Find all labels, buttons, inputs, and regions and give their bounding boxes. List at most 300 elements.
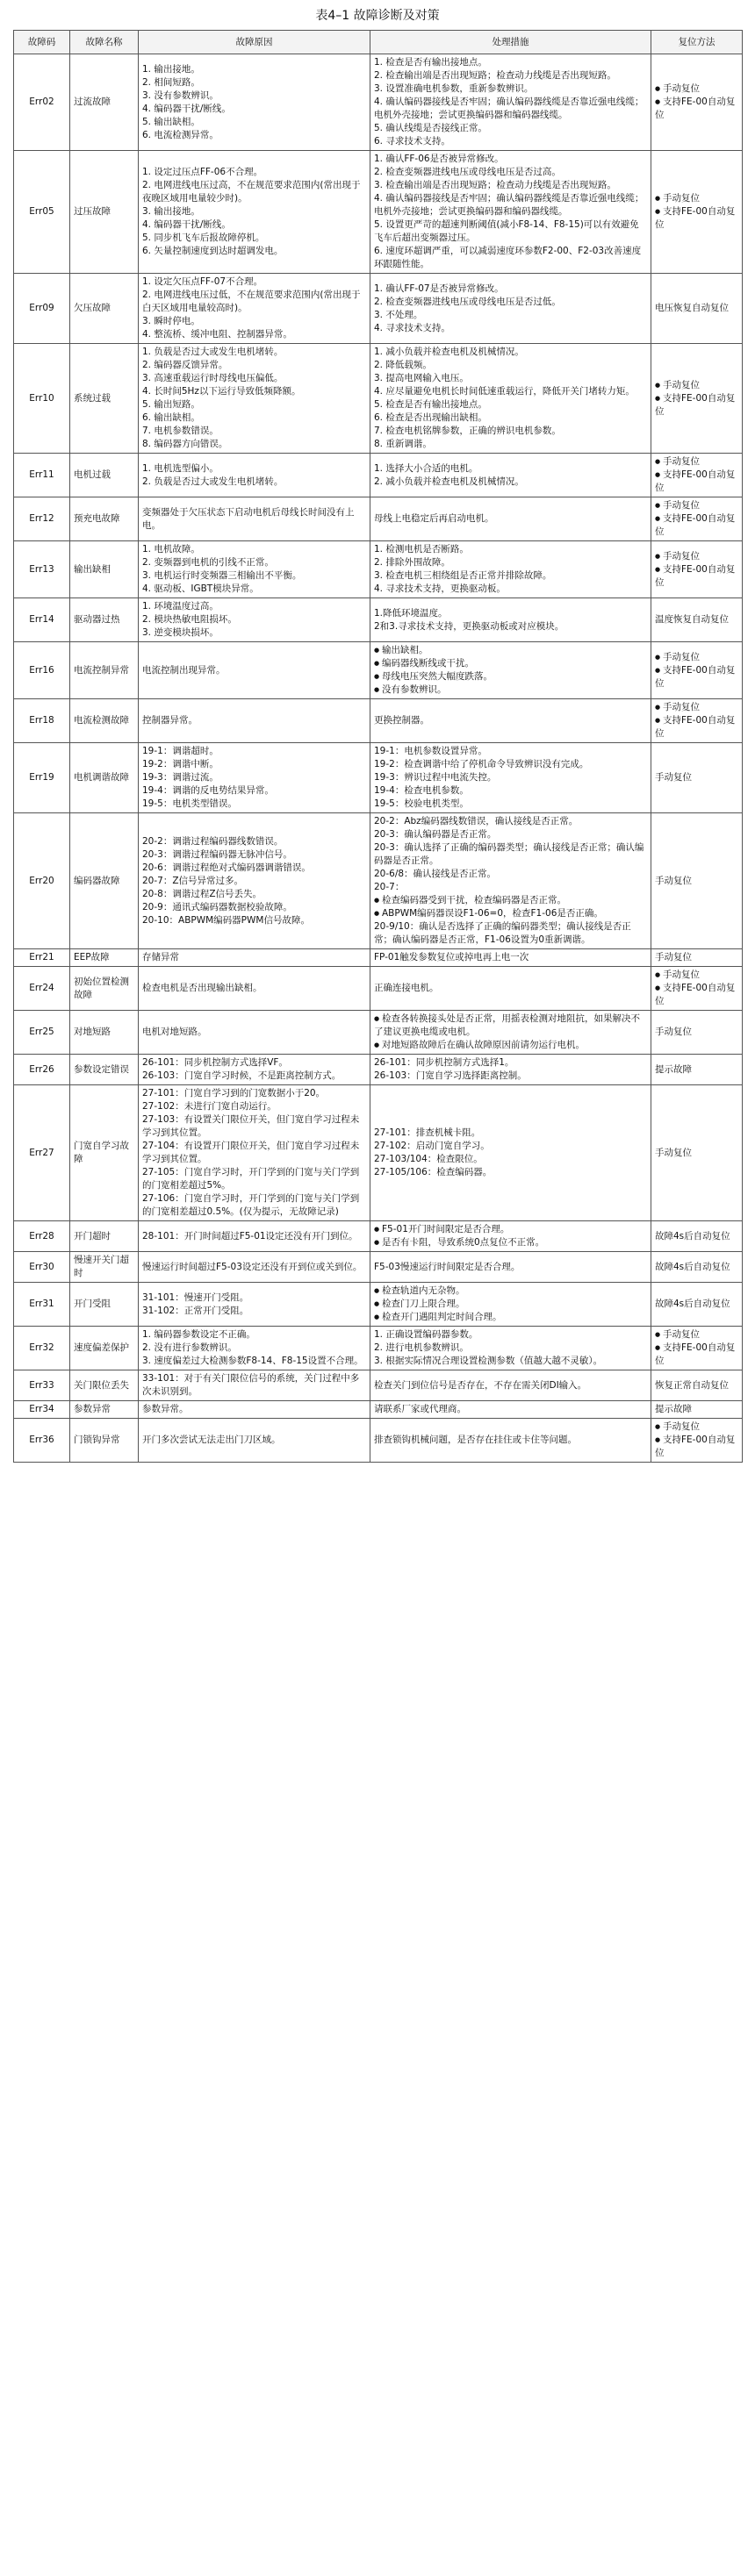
measure-line: 1. 检查是否有输出接地点。 <box>374 57 487 68</box>
cause-line: 20-10：ABPWM编码器PWM信号故障。 <box>142 914 310 926</box>
reset-method-cell <box>651 1011 743 1055</box>
fault-code-cell: Err30 <box>14 1252 70 1283</box>
measure-line: 5. 确认线缆是否接线正常。 <box>374 123 487 133</box>
measure-line: 5. 检查是否有输出接地点。 <box>374 399 487 410</box>
cause-line: 4. 编码器干扰/断线。 <box>142 219 231 230</box>
measure-line: FP-01触发参数复位或掉电再上电一次 <box>374 952 529 962</box>
fault-name-cell: 预充电故障 <box>70 497 139 541</box>
reset-line: 手动复位 <box>655 1027 692 1037</box>
table-row <box>14 1252 743 1283</box>
reset-method-cell <box>651 1055 743 1085</box>
cause-line: 6. 电流检测异常。 <box>142 129 219 140</box>
measure-line: 6. 速度环超调严重，可以减弱速度环参数F2-00、F2-03改善速度环跟随性能。 <box>374 246 642 269</box>
measure-cell <box>370 274 651 344</box>
reset-method-cell <box>651 949 743 967</box>
cause-line: 1. 编码器参数设定不正确。 <box>142 1329 255 1340</box>
measure-line: 请联系厂家或代理商。 <box>374 1404 466 1414</box>
measure-line: 1. 确认FF-07是否被异常修改。 <box>374 283 504 294</box>
fault-code-cell: Err19 <box>14 743 70 813</box>
measure-line: 3. 提高电网输入电压。 <box>374 373 469 383</box>
fault-code-cell: Err14 <box>14 598 70 642</box>
measure-line: 19-2：检查调谐中给了停机命令导致辨识没有完成。 <box>374 759 589 769</box>
measure-line: 27-105/106：检查编码器。 <box>374 1167 493 1177</box>
measure-line: 4. 寻求技术支持，更换驱动板。 <box>374 583 506 594</box>
fault-code-cell: Err32 <box>14 1327 70 1370</box>
measure-line: ● 检查开门遇阻判定时间合理。 <box>374 1311 647 1324</box>
reset-method-cell <box>651 151 743 274</box>
reset-line: ● 手动复位 <box>655 550 738 563</box>
fault-code-cell: Err34 <box>14 1401 70 1419</box>
reset-line: ● 手动复位 <box>655 499 738 512</box>
cause-line: 1. 电机故障。 <box>142 544 200 555</box>
fault-cause-cell <box>139 1055 370 1085</box>
cause-line: 20-3：调谐过程编码器无脉冲信号。 <box>142 848 292 860</box>
cause-line: 5. 同步机飞车后报故障停机。 <box>142 233 265 243</box>
measure-cell <box>370 949 651 967</box>
measure-line: 1. 确认FF-06是否被异常修改。 <box>374 154 504 164</box>
cause-line: 20-9：通讯式编码器数据校验故障。 <box>142 901 292 912</box>
measure-line: 2. 排除外围故障。 <box>374 557 450 568</box>
measure-line: 26-103：门宽自学习选择距离控制。 <box>374 1070 527 1081</box>
measure-line: 19-1：电机参数设置异常。 <box>374 746 487 756</box>
measure-cell <box>370 813 651 949</box>
fault-cause-cell <box>139 743 370 813</box>
cause-line: 变频器处于欠压状态下启动电机后母线长时间没有上电。 <box>142 506 355 531</box>
measure-line: ● 没有参数辨识。 <box>374 683 647 697</box>
cause-line: 6. 输出缺相。 <box>142 412 200 423</box>
reset-method-cell <box>651 1370 743 1401</box>
cause-line: 19-2：调谐中断。 <box>142 759 219 769</box>
cause-line: 1. 输出接地。 <box>142 63 200 75</box>
table-row <box>14 813 743 949</box>
cause-line: 26-103：门宽自学习时候，不是距离控制方式。 <box>142 1070 342 1081</box>
fault-name-cell: 驱动器过热 <box>70 598 139 642</box>
cause-line: 3. 输出接地。 <box>142 206 200 217</box>
cause-line: 2. 编码器反馈异常。 <box>142 360 228 370</box>
reset-line: 手动复位 <box>655 1147 692 1158</box>
cause-line: 电机对地短路。 <box>142 1027 207 1037</box>
table-row <box>14 743 743 813</box>
table-row <box>14 541 743 598</box>
measure-line: 1. 减小负载并检查电机及机械情况。 <box>374 347 524 357</box>
fault-name-cell: 开门受阻 <box>70 1283 139 1327</box>
fault-cause-cell <box>139 1370 370 1401</box>
measure-line: 3. 不处理。 <box>374 309 423 320</box>
cause-line: 1. 负载是否过大或发生电机堵转。 <box>142 347 284 357</box>
measure-line: 1. 选择大小合适的电机。 <box>374 462 478 474</box>
cause-line: 2. 没有进行参数辨识。 <box>142 1342 237 1353</box>
cause-line: 4. 驱动板、IGBT模块异常。 <box>142 583 259 594</box>
measure-cell <box>370 151 651 274</box>
table-row <box>14 1055 743 1085</box>
table-row <box>14 642 743 699</box>
fault-diagnosis-table <box>13 30 743 1463</box>
cause-line: 参数异常。 <box>142 1404 189 1414</box>
reset-method-cell <box>651 813 743 949</box>
fault-cause-cell <box>139 274 370 344</box>
measure-line: 20-7： <box>374 882 405 892</box>
fault-cause-cell <box>139 1085 370 1221</box>
table-row <box>14 1283 743 1327</box>
reset-method-cell <box>651 1221 743 1252</box>
measure-line: 3. 设置准确电机参数，重新参数辨识。 <box>374 83 534 94</box>
reset-line: 温度恢复自动复位 <box>655 614 729 625</box>
fault-name-cell: 编码器故障 <box>70 813 139 949</box>
measure-line: 20-9/10：确认是否选择了正确的编码器类型；确认接线是否正常；确认编码器是否正常，F1-06设置为0重新调谐。 <box>374 921 631 945</box>
measure-line: 8. 重新调谐。 <box>374 439 432 449</box>
fault-code-cell: Err28 <box>14 1221 70 1252</box>
fault-name-cell: 门锁钩异常 <box>70 1419 139 1463</box>
measure-cell <box>370 1419 651 1463</box>
fault-code-cell: Err12 <box>14 497 70 541</box>
measure-line: 更换控制器。 <box>374 715 429 726</box>
cause-line: 31-102：正常开门受阻。 <box>142 1305 249 1316</box>
reset-method-cell <box>651 743 743 813</box>
fault-code-cell: Err24 <box>14 967 70 1011</box>
measure-line: 母线上电稳定后再启动电机。 <box>374 513 494 524</box>
reset-line: ● 支持FE-00自动复位 <box>655 563 738 590</box>
cause-line: 检查电机是否出现输出缺相。 <box>142 983 262 993</box>
measure-line: 3. 检查输出端是否出现短路；检查动力线缆是否出现短路。 <box>374 180 616 190</box>
measure-line: 2. 减小负载并检查电机及机械情况。 <box>374 476 524 487</box>
reset-line: 恢复正常自动复位 <box>655 1379 729 1391</box>
measure-line: 5. 设置更严苛的超速判断阈值(减小F8-14、F8-15)可以有效避免飞车后超出变频器过压。 <box>374 219 639 243</box>
fault-cause-cell <box>139 1252 370 1283</box>
measure-cell <box>370 497 651 541</box>
fault-code-cell: Err21 <box>14 949 70 967</box>
cause-line: 3. 速度偏差过大检测参数F8-14、F8-15设置不合理。 <box>142 1356 363 1366</box>
fault-code-cell: Err33 <box>14 1370 70 1401</box>
fault-name-cell: 欠压故障 <box>70 274 139 344</box>
reset-line: ● 手动复位 <box>655 651 738 664</box>
reset-method-cell <box>651 54 743 151</box>
reset-line: 故障4s后自动复位 <box>655 1261 730 1272</box>
measure-line: 1.降低环境温度。 <box>374 607 448 619</box>
cause-line: 20-7：Z信号异常过多。 <box>142 875 244 886</box>
cause-line: 26-101：同步机控制方式选择VF。 <box>142 1057 288 1068</box>
cause-line: 33-101：对于有关门限位信号的系统，关门过程中多次未识别到。 <box>142 1373 360 1397</box>
cause-line: 19-4：调谐的反电势结果异常。 <box>142 785 274 796</box>
cause-line: 1. 设定过压点FF-06不合理。 <box>142 167 263 177</box>
measure-cell <box>370 967 651 1011</box>
measure-cell <box>370 454 651 497</box>
measure-line: 2. 进行电机参数辨识。 <box>374 1342 469 1353</box>
measure-line: 26-101：同步机控制方式选择1。 <box>374 1057 514 1068</box>
fault-code-cell: Err11 <box>14 454 70 497</box>
fault-code-cell: Err16 <box>14 642 70 699</box>
measure-line: 检查关门到位信号是否存在，不存在需关闭DI输入。 <box>374 1379 587 1391</box>
cause-line: 27-105：门宽自学习时，开门学到的门宽与关门学到的门宽相差超过5%。 <box>142 1167 360 1191</box>
table-row <box>14 344 743 454</box>
measure-line: 4. 寻求技术支持。 <box>374 322 450 333</box>
cause-line: 8. 编码器方向错误。 <box>142 439 228 449</box>
reset-method-cell <box>651 967 743 1011</box>
cause-line: 1. 电机选型偏小。 <box>142 462 219 474</box>
table-row <box>14 598 743 642</box>
cause-line: 31-101：慢速开门受阻。 <box>142 1292 249 1303</box>
reset-line: 提示故障 <box>655 1063 692 1075</box>
fault-code-cell: Err25 <box>14 1011 70 1055</box>
fault-cause-cell <box>139 1221 370 1252</box>
header-fault-cause: 故障原因 <box>139 31 370 54</box>
measure-line: ● 是否有卡阻，导致系统0点复位不正常。 <box>374 1236 647 1249</box>
measure-line: 20-3：确认选择了正确的编码器类型；确认接线是否正常；确认编码器是否正常。 <box>374 842 644 866</box>
measure-cell <box>370 699 651 743</box>
fault-cause-cell <box>139 1011 370 1055</box>
reset-line: ● 手动复位 <box>655 82 738 96</box>
table-row <box>14 1327 743 1370</box>
header-reset-method: 复位方法 <box>651 31 743 54</box>
reset-method-cell <box>651 1283 743 1327</box>
document-page <box>13 0 742 1463</box>
measure-cell <box>370 344 651 454</box>
reset-line: ● 手动复位 <box>655 1420 738 1434</box>
fault-cause-cell <box>139 541 370 598</box>
reset-method-cell <box>651 1085 743 1221</box>
fault-name-cell: 开门超时 <box>70 1221 139 1252</box>
reset-line: ● 手动复位 <box>655 969 738 982</box>
fault-code-cell: Err20 <box>14 813 70 949</box>
table-row <box>14 1419 743 1463</box>
cause-line: 2. 电网进线电压过高，不在规范要求范围内(常出现于夜晚区域用电量较少时)。 <box>142 180 361 204</box>
fault-cause-cell <box>139 598 370 642</box>
table-row <box>14 497 743 541</box>
cause-line: 20-8：调谐过程Z信号丢失。 <box>142 888 262 899</box>
reset-line: 故障4s后自动复位 <box>655 1230 730 1241</box>
table-row <box>14 1221 743 1252</box>
reset-line: ● 手动复位 <box>655 701 738 714</box>
measure-cell <box>370 598 651 642</box>
reset-line: ● 手动复位 <box>655 192 738 205</box>
measure-line: ● F5-01开门时间限定是否合理。 <box>374 1223 647 1236</box>
measure-line: 6. 寻求技术支持。 <box>374 136 450 147</box>
cause-line: 2. 相间短路。 <box>142 76 200 88</box>
measure-line: ● 检查门刀上限合理。 <box>374 1298 647 1311</box>
measure-line: 排查锁钩机械问题，是否存在挂住或卡住等问题。 <box>374 1435 577 1445</box>
reset-method-cell <box>651 541 743 598</box>
cause-line: 1. 环境温度过高。 <box>142 601 219 612</box>
table-row <box>14 54 743 151</box>
fault-code-cell: Err10 <box>14 344 70 454</box>
measure-line: 4. 确认编码器接线是否牢固；确认编码器线缆是否靠近强电线缆；电机外壳接地；尝试更换编码器和编码器线缆。 <box>374 97 644 120</box>
measure-line: ● 对地短路故障后在确认故障原因前请勿运行电机。 <box>374 1039 647 1052</box>
header-fault-name: 故障名称 <box>70 31 139 54</box>
cause-line: 6. 矢量控制速度到达时超调发电。 <box>142 246 284 256</box>
fault-name-cell: 参数设定错误 <box>70 1055 139 1085</box>
cause-line: 28-101：开门时间超过F5-01设定还没有开门到位。 <box>142 1230 358 1241</box>
measure-line: 3. 检查电机三相绕组是否正常并排除故障。 <box>374 570 552 581</box>
fault-code-cell: Err09 <box>14 274 70 344</box>
fault-name-cell: 电机调谐故障 <box>70 743 139 813</box>
reset-line: 手动复位 <box>655 952 692 962</box>
cause-line: 19-1：调谐超时。 <box>142 746 219 756</box>
cause-line: 7. 电机参数错误。 <box>142 426 219 436</box>
fault-name-cell: 输出缺相 <box>70 541 139 598</box>
table-row <box>14 454 743 497</box>
table-row <box>14 967 743 1011</box>
fault-cause-cell <box>139 699 370 743</box>
measure-line: 20-6/8：确认接线是否正常。 <box>374 869 497 879</box>
table-row <box>14 274 743 344</box>
measure-line: 正确连接电机。 <box>374 983 439 993</box>
cause-line: 27-103：有设置关门限位开关，但门宽自学习过程未学习到其位置。 <box>142 1114 360 1138</box>
reset-method-cell <box>651 699 743 743</box>
measure-line: 6. 检查是否出现输出缺相。 <box>374 412 487 423</box>
reset-line: ● 支持FE-00自动复位 <box>655 982 738 1008</box>
cause-line: 开门多次尝试无法走出门刀区域。 <box>142 1435 281 1445</box>
reset-line: 手动复位 <box>655 875 692 886</box>
cause-line: 5. 输出缺相。 <box>142 116 200 127</box>
measure-line: 2和3.寻求技术支持，更换驱动板或对应模块。 <box>374 620 564 632</box>
fault-name-cell: 过压故障 <box>70 151 139 274</box>
table-row <box>14 1085 743 1221</box>
cause-line: 2. 电网进线电压过低，不在规范要求范围内(常出现于白天区域用电量较高时)。 <box>142 290 361 313</box>
fault-code-cell: Err13 <box>14 541 70 598</box>
cause-line: 存储异常 <box>142 952 179 962</box>
reset-line: ● 支持FE-00自动复位 <box>655 664 738 691</box>
measure-line: 2. 检查变频器进线电压或母线电压是否过低。 <box>374 296 561 307</box>
fault-name-cell: EEP故障 <box>70 949 139 967</box>
cause-line: 电流控制出现异常。 <box>142 664 226 676</box>
measure-line: 27-102：启动门宽自学习。 <box>374 1141 490 1151</box>
cause-line: 5. 输出短路。 <box>142 399 200 410</box>
fault-name-cell: 慢速开关门超时 <box>70 1252 139 1283</box>
reset-line: ● 手动复位 <box>655 455 738 469</box>
measure-line: 2. 检查输出端是否出现短路；检查动力线缆是否出现短路。 <box>374 70 616 81</box>
reset-line: ● 支持FE-00自动复位 <box>655 1342 738 1368</box>
cause-line: 27-101：门宽自学习到的门宽数据小于20。 <box>142 1088 326 1098</box>
reset-method-cell <box>651 1327 743 1370</box>
reset-method-cell <box>651 454 743 497</box>
fault-name-cell: 电流检测故障 <box>70 699 139 743</box>
fault-code-cell: Err18 <box>14 699 70 743</box>
reset-method-cell <box>651 1419 743 1463</box>
cause-line: 2. 模块热敏电阻损坏。 <box>142 614 237 625</box>
cause-line: 4. 长时间5Hz以下运行导致低频降额。 <box>142 386 301 397</box>
fault-cause-cell <box>139 1327 370 1370</box>
cause-line: 控制器异常。 <box>142 715 198 726</box>
reset-line: 故障4s后自动复位 <box>655 1299 730 1309</box>
measure-cell <box>370 1085 651 1221</box>
reset-line: ● 支持FE-00自动复位 <box>655 205 738 232</box>
cause-line: 3. 瞬时停电。 <box>142 316 200 326</box>
measure-cell <box>370 1370 651 1401</box>
reset-line: ● 支持FE-00自动复位 <box>655 512 738 539</box>
measure-cell <box>370 1327 651 1370</box>
cause-line: 2. 变频器到电机的引线不正常。 <box>142 557 274 568</box>
fault-name-cell: 过流故障 <box>70 54 139 151</box>
reset-line: 手动复位 <box>655 772 692 783</box>
reset-method-cell <box>651 497 743 541</box>
table-body <box>14 54 743 1463</box>
measure-line: ● 编码器线断线或干扰。 <box>374 657 647 670</box>
fault-cause-cell <box>139 1419 370 1463</box>
measure-cell <box>370 54 651 151</box>
cause-line: 4. 整流桥、缓冲电阻、控制器异常。 <box>142 329 292 340</box>
fault-name-cell: 关门限位丢失 <box>70 1370 139 1401</box>
reset-method-cell <box>651 1252 743 1283</box>
measure-line: 1. 检测电机是否断路。 <box>374 544 469 555</box>
measure-cell <box>370 1055 651 1085</box>
reset-line: ● 支持FE-00自动复位 <box>655 714 738 741</box>
fault-cause-cell <box>139 54 370 151</box>
reset-method-cell <box>651 274 743 344</box>
measure-line: ● 检查编码器受到干扰，检查编码器是否正常。 <box>374 894 647 907</box>
header-row <box>14 31 743 54</box>
table-row <box>14 949 743 967</box>
measure-cell <box>370 642 651 699</box>
fault-cause-cell <box>139 813 370 949</box>
fault-cause-cell <box>139 642 370 699</box>
fault-code-cell: Err27 <box>14 1085 70 1221</box>
measure-line: ● 检查轨道内无杂物。 <box>374 1284 647 1298</box>
measure-line: 2. 检查变频器进线电压或母线电压是否过高。 <box>374 167 561 177</box>
cause-line: 20-6：调谐过程绝对式编码器调谐错误。 <box>142 862 311 873</box>
measure-line: ● 输出缺相。 <box>374 644 647 657</box>
measure-line: 4. 确认编码器接线是否牢固；确认编码器线缆是否靠近强电线缆；电机外壳接地；尝试更换编码器和编码器线缆。 <box>374 193 644 217</box>
measure-line: 19-4：检查电机参数。 <box>374 785 469 796</box>
cause-line: 1. 设定欠压点FF-07不合理。 <box>142 276 263 287</box>
fault-name-cell: 初始位置检测故障 <box>70 967 139 1011</box>
cause-line: 19-5：电机类型错误。 <box>142 798 237 809</box>
reset-method-cell <box>651 598 743 642</box>
reset-line: ● 支持FE-00自动复位 <box>655 392 738 419</box>
header-fault-code: 故障码 <box>14 31 70 54</box>
reset-line: ● 支持FE-00自动复位 <box>655 469 738 495</box>
cause-line: 19-3：调谐过流。 <box>142 772 219 783</box>
cause-line: 27-102：未进行门宽自动运行。 <box>142 1101 277 1112</box>
reset-method-cell <box>651 1401 743 1419</box>
fault-cause-cell <box>139 1401 370 1419</box>
fault-name-cell: 电流控制异常 <box>70 642 139 699</box>
fault-cause-cell <box>139 344 370 454</box>
cause-line: 27-104：有设置开门限位开关，但门宽自学习过程未学习到其位置。 <box>142 1141 360 1164</box>
cause-line: 4. 编码器干扰/断线。 <box>142 103 231 114</box>
fault-cause-cell <box>139 497 370 541</box>
measure-cell <box>370 541 651 598</box>
fault-name-cell: 速度偏差保护 <box>70 1327 139 1370</box>
cause-line: 3. 没有参数辨识。 <box>142 89 219 101</box>
reset-method-cell <box>651 642 743 699</box>
header-measures: 处理措施 <box>370 31 651 54</box>
reset-line: ● 手动复位 <box>655 1328 738 1342</box>
cause-line: 27-106：门宽自学习时，开门学到的门宽与关门学到的门宽相差超过0.5%。(仅为提示，无故障记录) <box>142 1193 360 1217</box>
fault-code-cell: Err36 <box>14 1419 70 1463</box>
fault-cause-cell <box>139 151 370 274</box>
cause-line: 慢速运行时间超过F5-03设定还没有开到位或关到位。 <box>142 1261 363 1272</box>
reset-line: ● 手动复位 <box>655 379 738 392</box>
measure-line: 7. 检查电机铭牌参数，正确的辨识电机参数。 <box>374 426 561 436</box>
fault-code-cell: Err05 <box>14 151 70 274</box>
table-row <box>14 1011 743 1055</box>
fault-cause-cell <box>139 454 370 497</box>
cause-line: 3. 高速重载运行时母线电压偏低。 <box>142 373 284 383</box>
fault-name-cell: 对地短路 <box>70 1011 139 1055</box>
fault-name-cell: 系统过载 <box>70 344 139 454</box>
measure-cell <box>370 1221 651 1252</box>
reset-line: 提示故障 <box>655 1404 692 1414</box>
fault-code-cell: Err02 <box>14 54 70 151</box>
measure-cell <box>370 1283 651 1327</box>
measure-line: 27-103/104：检查限位。 <box>374 1154 483 1164</box>
table-title: 表4–1 故障诊断及对策 <box>315 9 440 23</box>
measure-line: 1. 正确设置编码器参数。 <box>374 1329 478 1340</box>
cause-line: 20-2：调谐过程编码器线数错误。 <box>142 835 284 847</box>
fault-code-cell: Err26 <box>14 1055 70 1085</box>
measure-line: 19-5：校验电机类型。 <box>374 798 469 809</box>
fault-cause-cell <box>139 949 370 967</box>
fault-cause-cell <box>139 1283 370 1327</box>
